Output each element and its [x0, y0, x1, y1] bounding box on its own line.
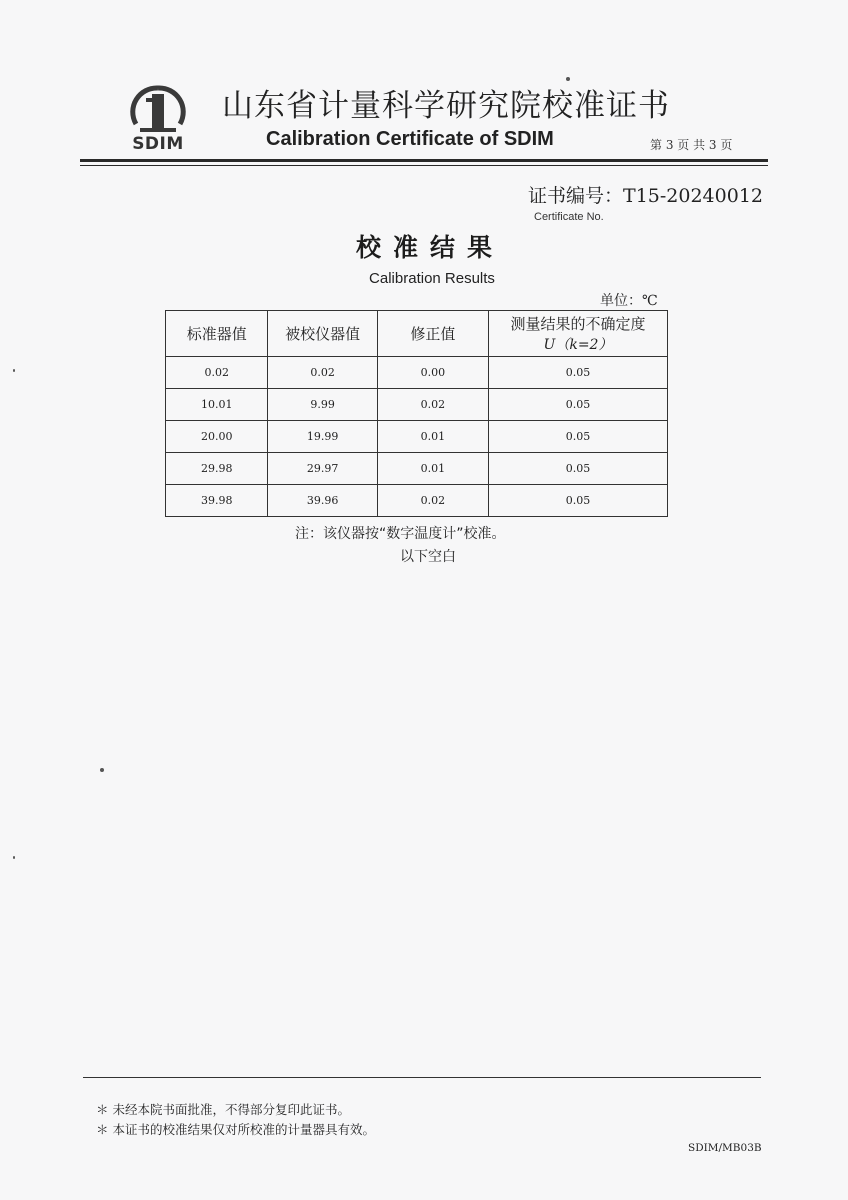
footer-note-validity: ＊ 本证书的校准结果仅对所校准的计量器具有效。: [96, 1122, 375, 1137]
table-cell: 10.01: [166, 389, 268, 421]
footer-rule: [83, 1077, 761, 1078]
table-cell: 0.02: [268, 357, 377, 389]
table-cell: 19.99: [268, 421, 377, 453]
page-info: 第 3 页 共 3 页: [650, 138, 733, 152]
calibration-note: 注：该仪器按“数字温度计”校准。: [295, 526, 506, 542]
table-cell: 0.05: [489, 421, 668, 453]
logo-text: SDIM: [132, 134, 184, 154]
table-cell: 0.02: [166, 357, 268, 389]
institute-title-en: Calibration Certificate of SDIM: [266, 128, 554, 150]
table-cell: 0.05: [489, 453, 668, 485]
table-cell: 0.02: [377, 389, 488, 421]
section-title-en: Calibration Results: [369, 270, 495, 287]
calibration-results-table: [165, 310, 668, 517]
header-rule-thick: [80, 159, 768, 162]
table-cell: 0.05: [489, 485, 668, 517]
scan-speck: [100, 768, 104, 772]
scan-speck: [13, 856, 15, 859]
table-row: [166, 389, 668, 421]
table-cell: 9.99: [268, 389, 377, 421]
scan-speck: [566, 77, 570, 81]
table-cell: 29.97: [268, 453, 377, 485]
table-cell: 20.00: [166, 421, 268, 453]
table-row: [166, 421, 668, 453]
header-uncertainty-line1: 测量结果的不确定度: [510, 315, 646, 333]
table-cell: 0.05: [489, 357, 668, 389]
table-cell: 0.01: [377, 421, 488, 453]
header-rule-thin: [80, 165, 768, 166]
section-title-cn: 校准结果: [355, 233, 504, 262]
blank-below-marker: 以下空白: [400, 549, 456, 565]
institute-title-cn: 山东省计量科学研究院校准证书: [222, 88, 670, 124]
sdim-logo-emblem-icon: [128, 84, 188, 136]
table-cell: 0.02: [377, 485, 488, 517]
certificate-number-label-en: Certificate No.: [534, 211, 604, 223]
sdim-logo: [128, 84, 188, 154]
table-cell: 29.98: [166, 453, 268, 485]
table-cell: 0.00: [377, 357, 488, 389]
header-instrument-value: 被校仪器值: [268, 311, 377, 357]
certificate-number: [528, 181, 763, 208]
table-header-row: [166, 311, 668, 357]
table-row: [166, 357, 668, 389]
footer-note-copy-restriction: ＊ 未经本院书面批准，不得部分复印此证书。: [96, 1102, 350, 1117]
table-cell: 0.01: [377, 453, 488, 485]
header-correction-value: 修正值: [377, 311, 488, 357]
header-standard-value: 标准器值: [166, 311, 268, 357]
header-uncertainty: [489, 311, 668, 357]
table-cell: 0.05: [489, 389, 668, 421]
table-cell: 39.98: [166, 485, 268, 517]
certificate-number-value: T15-20240012: [623, 185, 763, 207]
header-uncertainty-line2: U（k=2）: [543, 337, 613, 353]
table-cell: 39.96: [268, 485, 377, 517]
table-row: [166, 485, 668, 517]
form-code: SDIM/MB03B: [688, 1142, 762, 1154]
scan-speck: [13, 369, 15, 372]
certificate-number-label: 证书编号：: [528, 185, 624, 207]
table-row: [166, 453, 668, 485]
unit-label: 单位：℃: [600, 293, 658, 309]
